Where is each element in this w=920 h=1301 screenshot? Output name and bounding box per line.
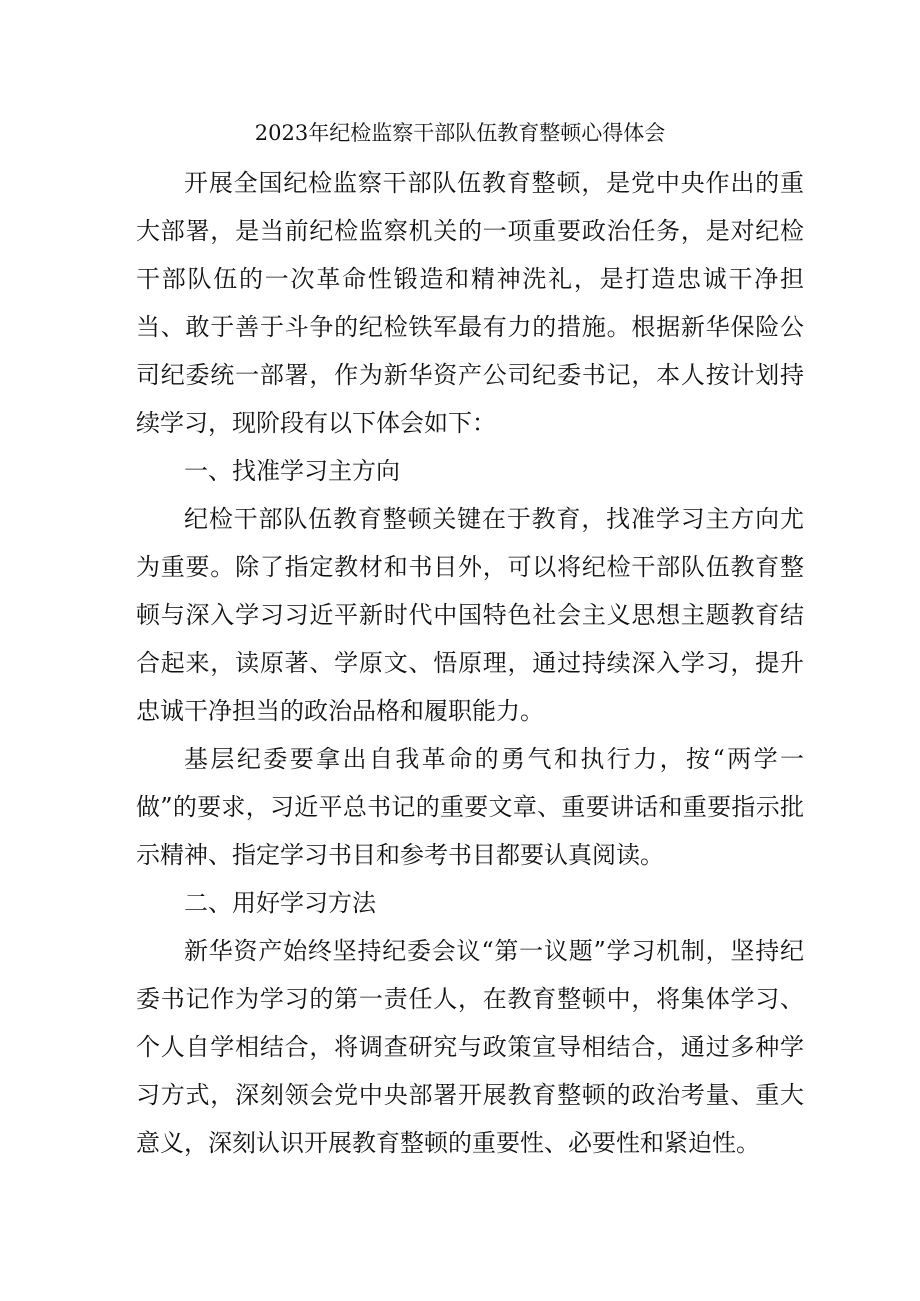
- document-title: 2023年纪检监察干部队伍教育整顿心得体会: [254, 121, 666, 145]
- section-1-paragraph-1: 纪检干部队伍教育整顿关键在于教育，找准学习主方向尤为重要。除了指定教材和书目外，可以将纪检干部队伍教育整顿与深入学习习近平新时代中国特色社会主义思想主题教育结合起来，读原著、学原文、悟原理，通过持续深入学习，提升忠诚干净担当的政治品格和履职能力。: [136, 505, 804, 725]
- section-1-paragraph-2: 基层纪委要拿出自我革命的勇气和执行力，按“两学一做”的要求，习近平总书记的重要文章、重要讲话和重要指示批示精神、指定学习书目和参考书目都要认真阅读。: [136, 745, 804, 869]
- section-heading-1: 一、找准学习主方向: [184, 457, 400, 485]
- document-body: [136, 159, 804, 1167]
- intro-paragraph: 开展全国纪检监察干部队伍教育整顿，是党中央作出的重大部署，是当前纪检监察机关的一项重要政治任务，是对纪检干部队伍的一次革命性锻造和精神洗礼，是打造忠诚干净担当、敢于善于斗争的纪检铁军最有力的措施。根据新华保险公司纪委统一部署，作为新华资产公司纪委书记，本人按计划持续学习，现阶段有以下体会如下：: [136, 169, 804, 437]
- section-2-paragraph-1: 新华资产始终坚持纪委会议“第一议题”学习机制，坚持纪委书记作为学习的第一责任人，在教育整顿中，将集体学习、个人自学相结合，将调查研究与政策宣导相结合，通过多种学习方式，深刻领会党中央部署开展教育整顿的政治考量、重大意义，深刻认识开展教育整顿的重要性、必要性和紧迫性。: [136, 937, 804, 1157]
- section-heading-2: 二、用好学习方法: [184, 889, 376, 917]
